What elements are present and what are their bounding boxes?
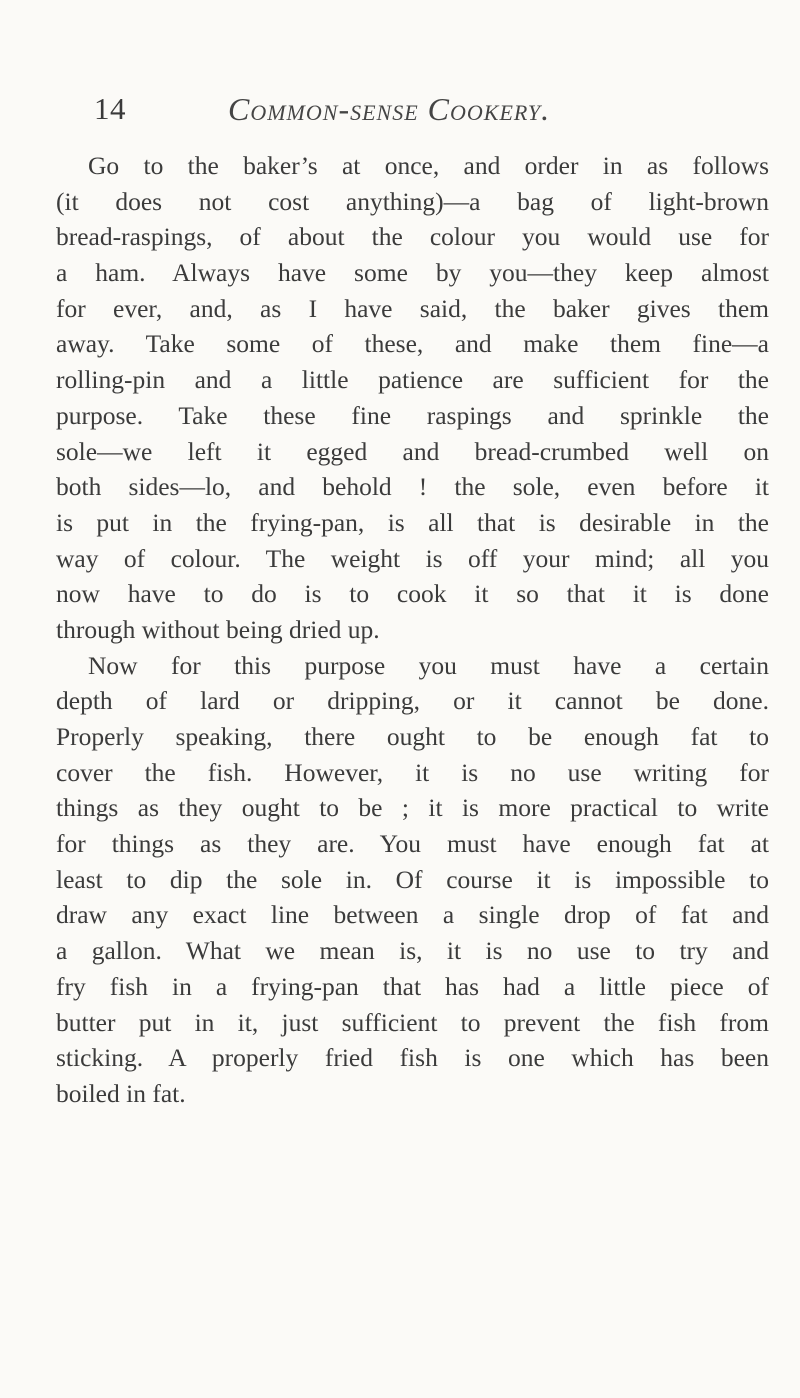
text-line: bread-raspings, of about the colour you would use for xyxy=(56,222,769,252)
text-line: for things as they are. You must have enough fat at xyxy=(56,829,769,859)
text-line: is put in the frying-pan, is all that is desirable in the xyxy=(56,507,769,537)
text-line: sticking. A properly fried fish is one which has been xyxy=(56,1043,769,1073)
text-line: boiled in fat. xyxy=(56,1078,186,1108)
text-line: now have to do is to cook it so that it is done xyxy=(56,579,769,609)
text-line: (it does not cost anything)—a bag of light-brown xyxy=(56,186,769,216)
text-line: cover the fish. However, it is no use writing for xyxy=(56,757,769,787)
text-line: draw any exact line between a single drop of fat and xyxy=(56,900,769,930)
text-line: both sides—lo, and behold ! the sole, even before it xyxy=(56,472,769,502)
text-line: Go to the baker’s at once, and order in as follows xyxy=(88,151,769,180)
text-line: through without being dried up. xyxy=(56,614,380,644)
paragraph-1 xyxy=(56,148,769,648)
text-line: way of colour. The weight is off your mind; all you xyxy=(56,543,769,573)
text-line: a ham. Always have some by you—they keep almost xyxy=(56,258,769,288)
text-line: fry fish in a frying-pan that has had a little piece of xyxy=(56,971,769,1001)
body-text xyxy=(56,148,769,1112)
text-line: depth of lard or dripping, or it cannot be done. xyxy=(56,686,769,716)
page-number: 14 xyxy=(94,91,126,126)
text-line: rolling-pin and a little patience are sufficient for the xyxy=(56,365,769,395)
text-line: sole—we left it egged and bread-crumbed well on xyxy=(56,436,769,466)
text-line: a gallon. What we mean is, it is no use to try and xyxy=(56,936,769,966)
page-header xyxy=(0,86,800,132)
text-line: purpose. Take these fine raspings and sprinkle the xyxy=(56,400,769,430)
text-line: butter put in it, just sufficient to prevent the fish from xyxy=(56,1007,769,1037)
text-line: things as they ought to be ; it is more practical to write xyxy=(56,793,769,823)
paragraph-2 xyxy=(56,648,769,1112)
text-line: least to dip the sole in. Of course it is impossible to xyxy=(56,864,769,894)
text-line: Now for this purpose you must have a certain xyxy=(88,650,769,680)
running-title: Common-sense Cookery. xyxy=(228,91,551,127)
text-line: for ever, and, as I have said, the baker gives them xyxy=(56,293,769,323)
text-line: Properly speaking, there ought to be enough fat to xyxy=(56,722,769,751)
text-line: away. Take some of these, and make them fine—a xyxy=(56,329,769,359)
